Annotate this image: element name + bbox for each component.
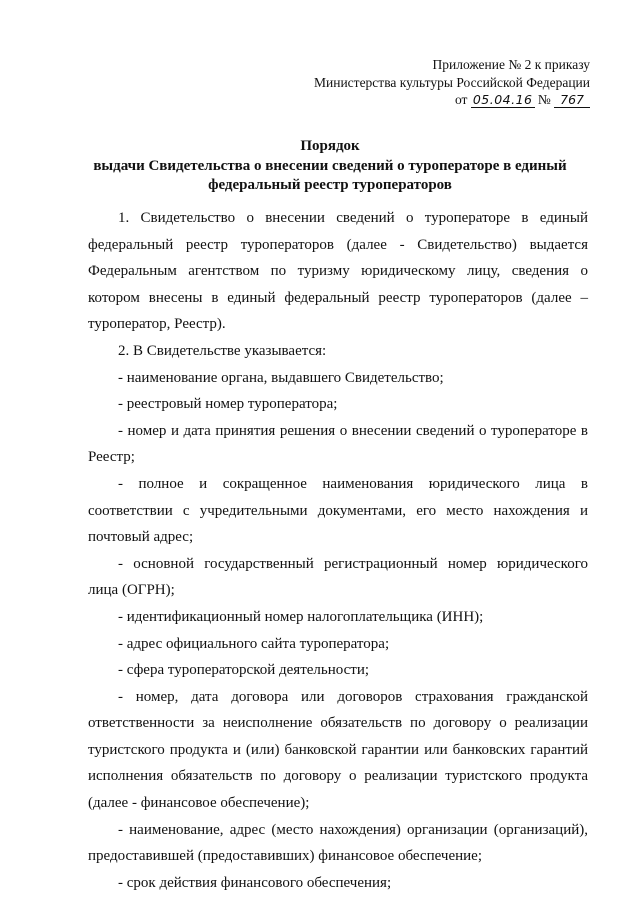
paragraph-1: 1. Свидетельство о внесении сведений о туроператоре в единый федеральный реестр туроператоров (далее - Свидетельство) выдается Федеральным агентством по туризму юридическому лицу, сведения о котором внесены в единый федеральный реестр туроператоров (далее – туроператор, Реестр).	[88, 210, 588, 333]
list-item-issuer: - наименование органа, выдавшего Свидетельство;	[118, 369, 444, 386]
title-line-3: федеральный реестр туроператоров	[208, 177, 452, 193]
order-number: 767	[554, 92, 590, 108]
paragraph-2: 2. В Свидетельстве указывается:	[118, 342, 327, 359]
list-item-ogrn: - основной государственный регистрационный номер юридического лица (ОГРН);	[88, 555, 588, 599]
document-title	[60, 137, 600, 196]
appendix-header	[314, 56, 590, 109]
list-item-activity: - сфера туроператорской деятельности;	[118, 662, 370, 679]
appendix-order-ref	[314, 91, 590, 109]
document-body	[88, 205, 588, 896]
list-item-registry-number: - реестровый номер туроператора;	[118, 396, 338, 413]
appendix-line-1: Приложение № 2 к приказу	[432, 57, 590, 72]
list-item-inn: - идентификационный номер налогоплательщика (ИНН);	[118, 608, 484, 625]
list-item-term: - срок действия финансового обеспечения;	[118, 874, 392, 891]
order-from-label: от	[454, 92, 468, 107]
order-number-label: №	[537, 92, 551, 107]
list-item-website: - адрес официального сайта туроператора;	[118, 635, 390, 652]
title-line-2: выдачи Свидетельства о внесении сведений о туроператоре в единый	[93, 157, 567, 174]
list-item-decision: - номер и дата принятия решения о внесении сведений о туроператоре в Реестр;	[88, 422, 588, 466]
list-item-insurance: - номер, дата договора или договоров страхования гражданской ответственности за неисполнение обязательств по договору о реализации туристского продукта и (или) банковской гарантии или банковских гарантий исполнения обязательств по договору о реализации туристского продукта (далее - финансовое обеспечение);	[88, 688, 588, 812]
appendix-line-2: Министерства культуры Российской Федерации	[314, 74, 590, 90]
list-item-guarantor: - наименование, адрес (место нахождения) организации (организаций), предоставившей (предоставивших) финансовое обеспечение;	[88, 821, 588, 865]
title-line-1: Порядок	[300, 138, 360, 154]
list-item-legal-name: - полное и сокращенное наименования юридического лица в соответствии с учредительными документами, его место нахождения и почтовый адрес;	[88, 475, 588, 546]
order-date: 05.04.16	[472, 92, 533, 107]
